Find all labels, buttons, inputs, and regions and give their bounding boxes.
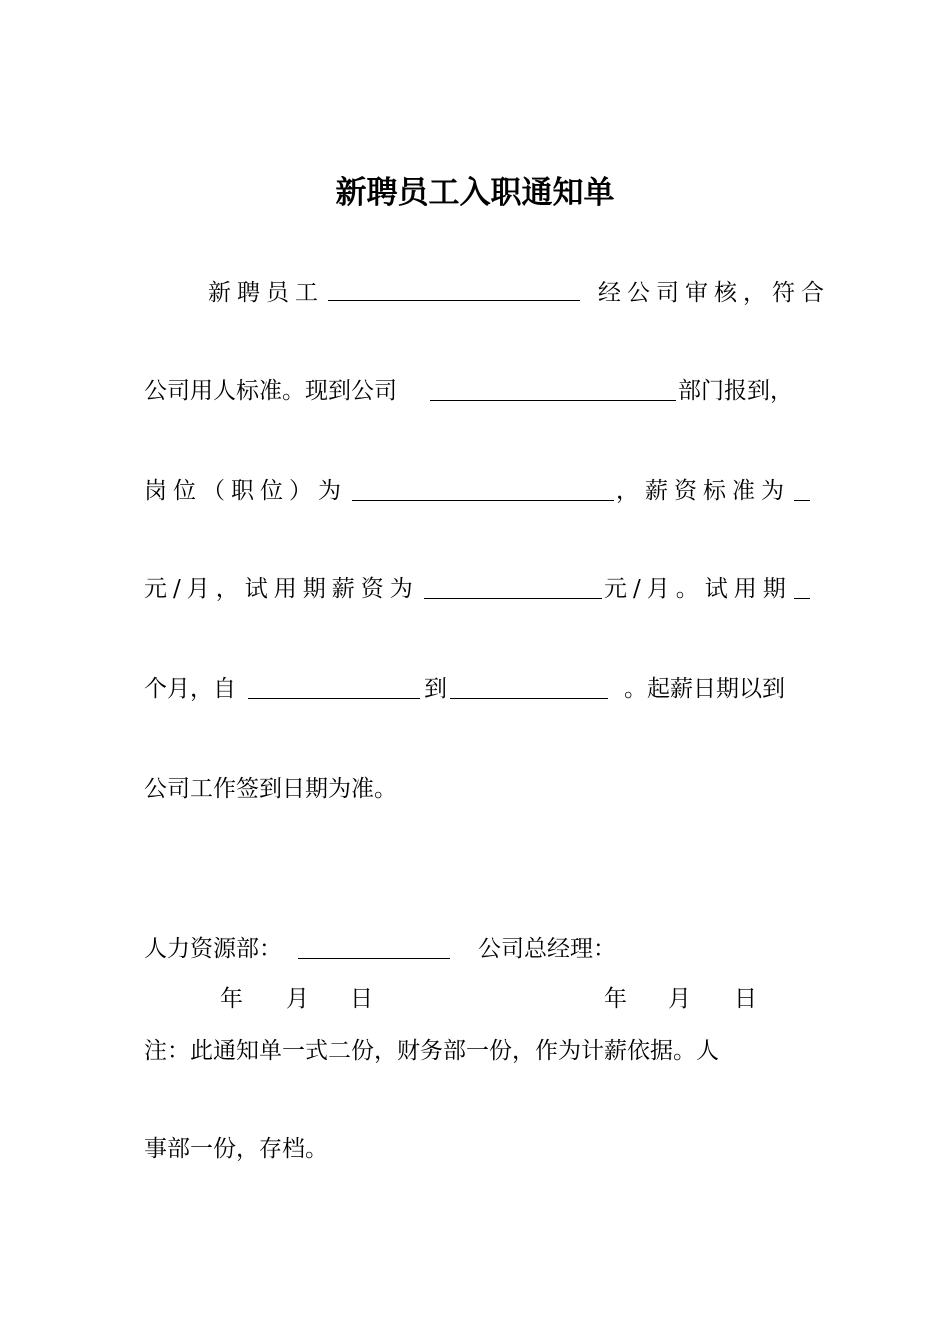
hr-department-label: 人力资源部： [144, 936, 282, 962]
text-per-month-probation-salary: 元/月，试用期薪资为 [144, 576, 419, 602]
document-title: 新聘员工入职通知单 [335, 175, 615, 211]
hr-signature-blank[interactable] [298, 958, 450, 959]
text-salary-start: 。起薪日期以到 [624, 676, 785, 702]
text-salary-standard: ，薪资标准为 [616, 478, 790, 504]
text-approved: 经公司审核，符合 [598, 280, 830, 306]
department-blank[interactable] [430, 400, 676, 401]
probation-salary-blank[interactable] [424, 598, 602, 599]
gm-date-year: 年 [604, 986, 627, 1012]
position-blank[interactable] [352, 500, 614, 501]
text-months-from: 个月，自 [144, 676, 236, 702]
general-manager-label: 公司总经理： [478, 936, 616, 962]
text-report: 部门报到， [678, 378, 793, 404]
salary-blank[interactable] [794, 500, 810, 501]
text-sign-in-date: 公司工作签到日期为准。 [144, 776, 397, 802]
end-date-blank[interactable] [450, 698, 608, 699]
text-to: 到 [424, 676, 447, 702]
text-new-employee: 新聘员工 [208, 280, 324, 306]
text-probation-period: 元/月。试用期 [604, 576, 792, 602]
employee-name-blank[interactable] [328, 300, 580, 301]
start-date-blank[interactable] [248, 698, 420, 699]
hr-date-day: 日 [350, 986, 373, 1012]
text-standard: 公司用人标准。现到公司 [144, 378, 397, 404]
gm-date-day: 日 [734, 986, 757, 1012]
note-line-1: 注：此通知单一式二份，财务部一份，作为计薪依据。人 [144, 1038, 719, 1064]
text-position: 岗位（职位）为 [144, 478, 347, 504]
hr-date-year: 年 [220, 986, 243, 1012]
note-line-2: 事部一份，存档。 [144, 1136, 328, 1162]
hr-date-month: 月 [286, 986, 309, 1012]
gm-date-month: 月 [668, 986, 691, 1012]
probation-months-blank[interactable] [794, 598, 810, 599]
